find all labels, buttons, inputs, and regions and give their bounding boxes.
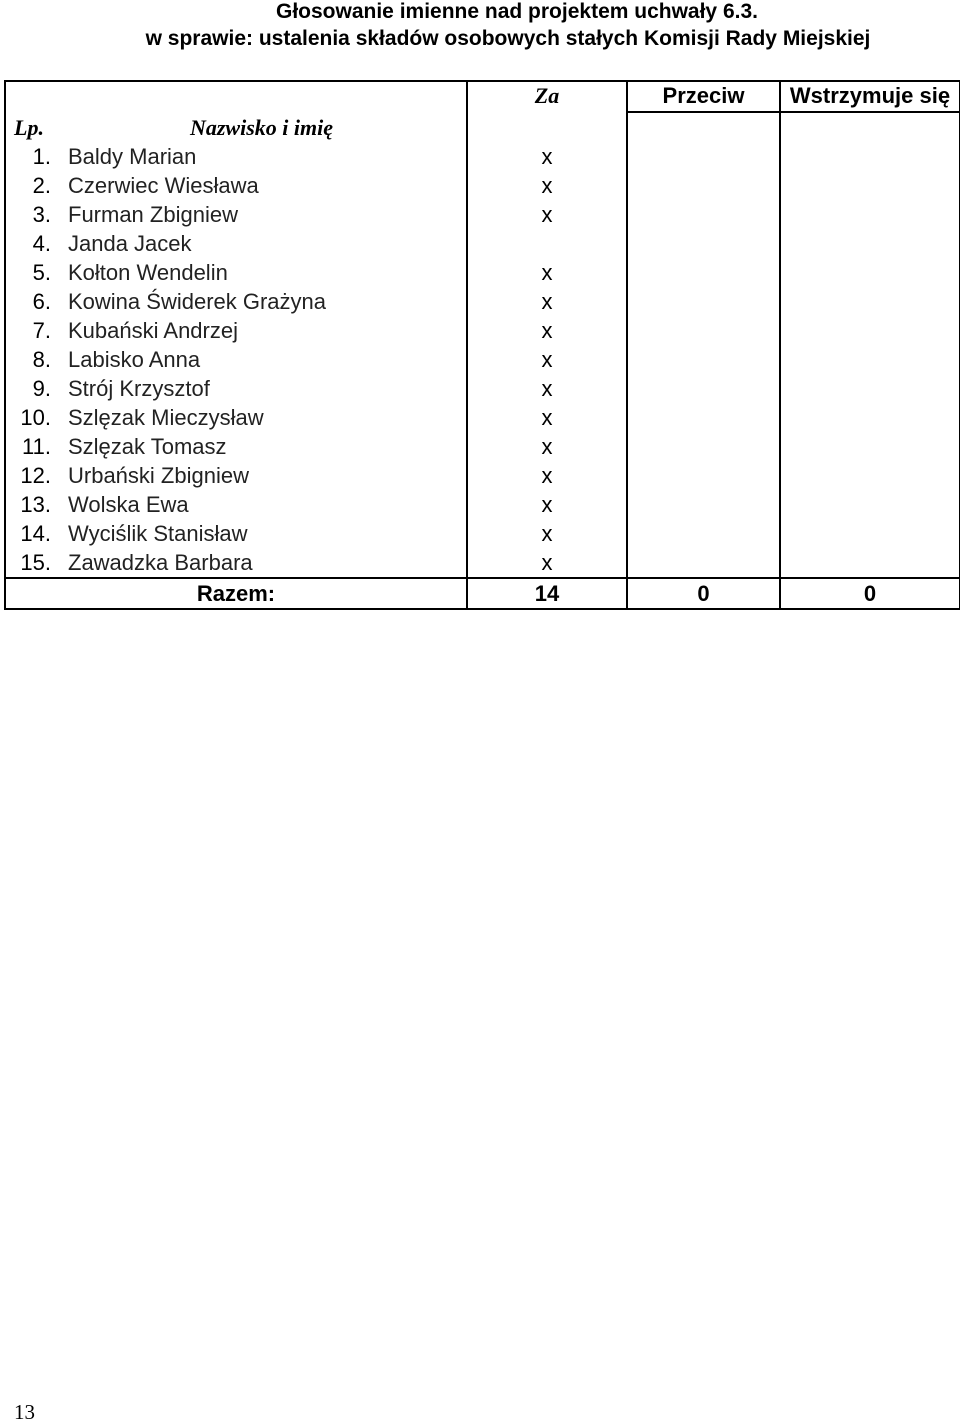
- row-przeciw: [627, 258, 780, 287]
- vote-table: [4, 80, 960, 610]
- row-za: x: [467, 403, 627, 432]
- row-wstrzymuje: [780, 287, 960, 316]
- row-za: x: [467, 142, 627, 171]
- row-za: x: [467, 374, 627, 403]
- row-name: Urbański Zbigniew: [68, 462, 249, 488]
- table-row: [5, 345, 960, 374]
- row-name: Kubański Andrzej: [68, 317, 238, 343]
- row-za: x: [467, 432, 627, 461]
- row-lp: 2.: [5, 171, 57, 200]
- header-name-spacer: [57, 81, 467, 112]
- header-name: Nazwisko i imię: [189, 115, 333, 140]
- row-przeciw: [627, 374, 780, 403]
- row-wstrzymuje: [780, 432, 960, 461]
- row-lp: 15.: [5, 548, 57, 578]
- document-subtitle: w sprawie: ustalenia składów osobowych stałych Komisji Rady Miejskiej: [145, 27, 871, 50]
- row-przeciw: [627, 548, 780, 578]
- row-za: x: [467, 287, 627, 316]
- table-row: [5, 316, 960, 345]
- row-wstrzymuje: [780, 403, 960, 432]
- row-lp: 9.: [5, 374, 57, 403]
- row-lp: 1.: [5, 142, 57, 171]
- row-wstrzymuje: [780, 200, 960, 229]
- totals-row: [5, 578, 960, 609]
- row-lp: 7.: [5, 316, 57, 345]
- row-za: x: [467, 461, 627, 490]
- table-row: [5, 229, 960, 258]
- row-lp: 14.: [5, 519, 57, 548]
- row-za: x: [467, 171, 627, 200]
- header-wstrzymuje-spacer: [780, 112, 960, 142]
- row-name: Wyciślik Stanisław: [68, 520, 248, 546]
- row-wstrzymuje: [780, 519, 960, 548]
- row-name: Szlęzak Mieczysław: [68, 404, 264, 430]
- row-przeciw: [627, 316, 780, 345]
- row-przeciw: [627, 403, 780, 432]
- totals-label: Razem:: [5, 578, 467, 609]
- row-za: x: [467, 258, 627, 287]
- row-name: Wolska Ewa: [68, 491, 189, 517]
- row-name: Furman Zbigniew: [68, 201, 238, 227]
- row-za: x: [467, 519, 627, 548]
- totals-przeciw: 0: [627, 578, 780, 609]
- row-przeciw: [627, 490, 780, 519]
- table-row: [5, 200, 960, 229]
- table-row: [5, 461, 960, 490]
- row-lp: 13.: [5, 490, 57, 519]
- document-title: Głosowanie imienne nad projektem uchwały 6.3.: [276, 0, 758, 23]
- row-name: Kołton Wendelin: [68, 259, 228, 285]
- row-wstrzymuje: [780, 490, 960, 519]
- row-za: x: [467, 316, 627, 345]
- row-za: x: [467, 345, 627, 374]
- row-za: [467, 229, 627, 258]
- row-wstrzymuje: [780, 374, 960, 403]
- table-row: [5, 171, 960, 200]
- row-wstrzymuje: [780, 229, 960, 258]
- page-number: 13: [14, 1400, 35, 1424]
- header-przeciw-spacer: [627, 112, 780, 142]
- row-przeciw: [627, 171, 780, 200]
- row-wstrzymuje: [780, 548, 960, 578]
- row-wstrzymuje: [780, 142, 960, 171]
- row-za: x: [467, 490, 627, 519]
- row-lp: 8.: [5, 345, 57, 374]
- row-wstrzymuje: [780, 316, 960, 345]
- header-row-bottom: [5, 112, 960, 142]
- row-przeciw: [627, 229, 780, 258]
- table-row: [5, 287, 960, 316]
- row-wstrzymuje: [780, 461, 960, 490]
- header-lp: Lp.: [5, 112, 57, 142]
- row-wstrzymuje: [780, 258, 960, 287]
- row-za: x: [467, 200, 627, 229]
- row-przeciw: [627, 461, 780, 490]
- row-przeciw: [627, 287, 780, 316]
- row-lp: 4.: [5, 229, 57, 258]
- row-name: Strój Krzysztof: [68, 375, 210, 401]
- row-name: Janda Jacek: [68, 230, 192, 256]
- row-przeciw: [627, 200, 780, 229]
- table-row: [5, 142, 960, 171]
- header-za: Za: [467, 81, 627, 112]
- table-row: [5, 519, 960, 548]
- totals-wstrzymuje: 0: [780, 578, 960, 609]
- header-lp-spacer: [5, 81, 57, 112]
- row-przeciw: [627, 432, 780, 461]
- header-wstrzymuje: Wstrzymuje się: [780, 81, 960, 112]
- row-lp: 5.: [5, 258, 57, 287]
- row-name: Labisko Anna: [68, 346, 201, 372]
- row-name: Szlęzak Tomasz: [68, 433, 227, 459]
- table-row: [5, 490, 960, 519]
- row-lp: 3.: [5, 200, 57, 229]
- header-za-spacer: [467, 112, 627, 142]
- row-lp: 6.: [5, 287, 57, 316]
- row-wstrzymuje: [780, 171, 960, 200]
- table-row: [5, 258, 960, 287]
- row-lp: 11.: [5, 432, 57, 461]
- row-wstrzymuje: [780, 345, 960, 374]
- table-row: [5, 374, 960, 403]
- row-name: Czerwiec Wiesława: [68, 172, 259, 198]
- row-name: Kowina Świderek Grażyna: [68, 288, 327, 314]
- row-name: Baldy Marian: [68, 143, 197, 169]
- header-row-top: [5, 81, 960, 112]
- row-przeciw: [627, 519, 780, 548]
- row-przeciw: [627, 345, 780, 374]
- row-name: Zawadzka Barbara: [68, 549, 253, 575]
- header-przeciw: Przeciw: [627, 81, 780, 112]
- row-za: x: [467, 548, 627, 578]
- totals-za: 14: [467, 578, 627, 609]
- row-lp: 12.: [5, 461, 57, 490]
- row-lp: 10.: [5, 403, 57, 432]
- table-row: [5, 403, 960, 432]
- table-row: [5, 432, 960, 461]
- table-row: [5, 548, 960, 578]
- row-przeciw: [627, 142, 780, 171]
